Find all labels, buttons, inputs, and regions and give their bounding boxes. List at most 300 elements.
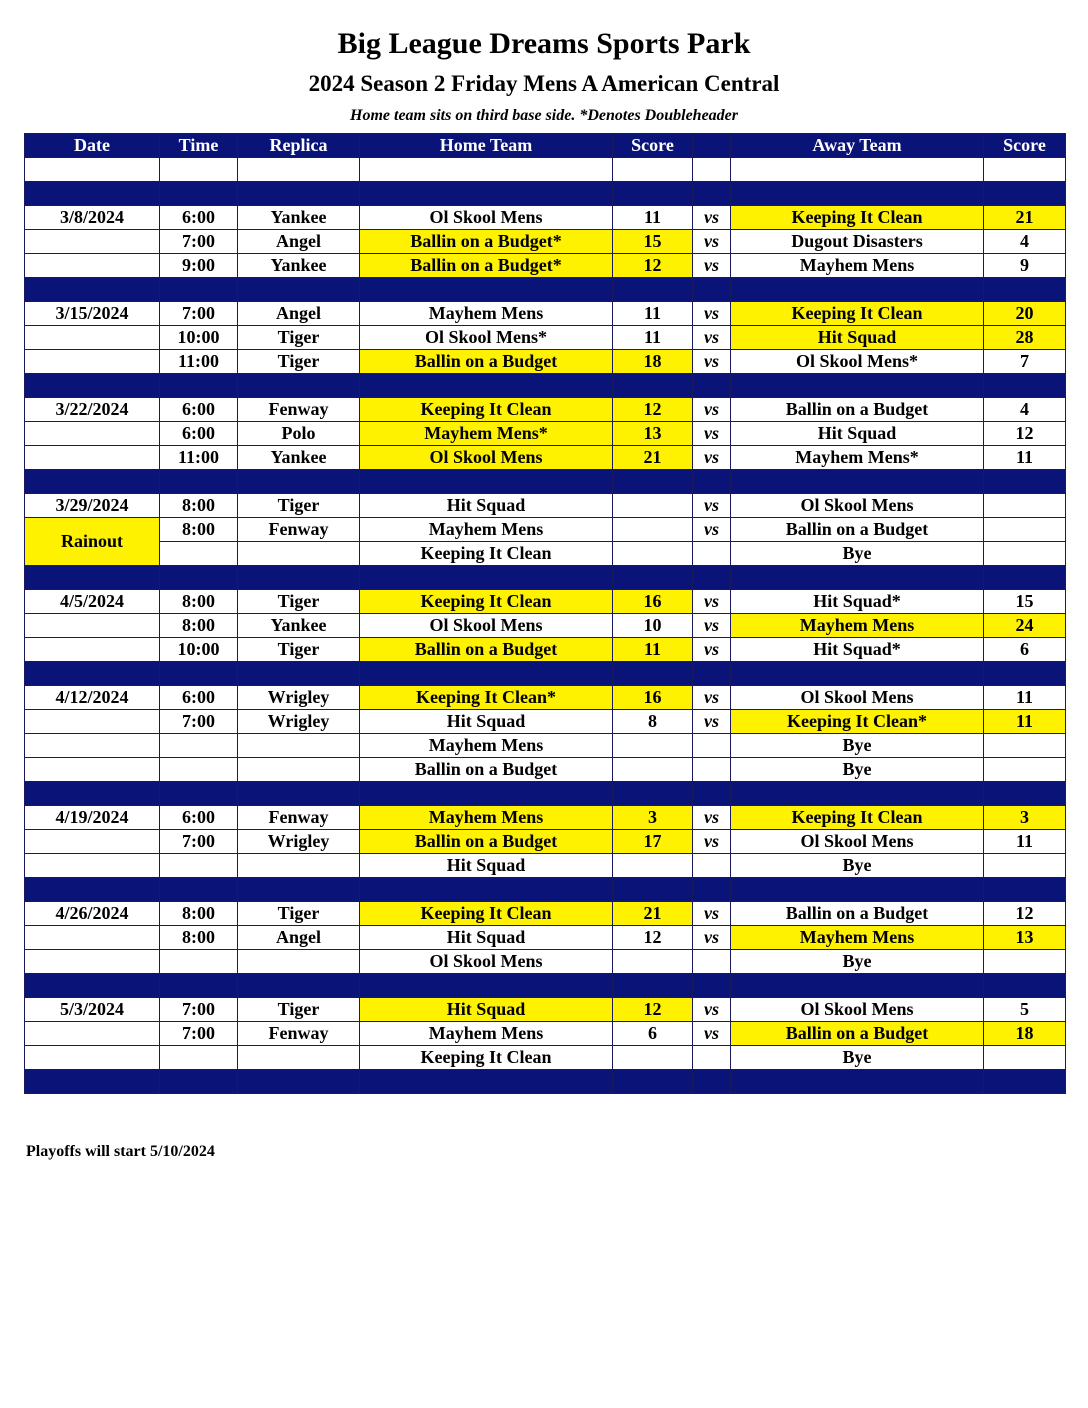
away-score-cell: 9 (984, 254, 1066, 278)
date-cell (25, 422, 160, 446)
away-score-cell: 24 (984, 614, 1066, 638)
date-cell: Rainout (25, 518, 160, 566)
away-score-cell (984, 494, 1066, 518)
away-score-cell: 11 (984, 710, 1066, 734)
home-score-cell: 11 (613, 206, 693, 230)
away-team-cell: Mayhem Mens (731, 926, 984, 950)
replica-cell: Polo (238, 422, 360, 446)
separator-cell (731, 470, 984, 494)
separator-cell (731, 782, 984, 806)
separator-cell (238, 878, 360, 902)
away-team-cell: Hit Squad* (731, 590, 984, 614)
away-team-cell: Mayhem Mens* (731, 446, 984, 470)
replica-cell: Wrigley (238, 710, 360, 734)
week-separator-row (25, 974, 1066, 998)
home-team-cell: Keeping It Clean (360, 902, 613, 926)
separator-cell (984, 782, 1066, 806)
away-score-cell (984, 1046, 1066, 1070)
away-score-cell (984, 950, 1066, 974)
vs-cell: vs (693, 206, 731, 230)
away-score-cell: 15 (984, 590, 1066, 614)
home-score-cell: 12 (613, 998, 693, 1022)
away-team-cell: Mayhem Mens (731, 254, 984, 278)
home-team-cell: Keeping It Clean (360, 398, 613, 422)
home-team-cell: Ballin on a Budget (360, 350, 613, 374)
home-team-cell: Ol Skool Mens (360, 950, 613, 974)
game-row (25, 614, 1066, 638)
away-team-cell: Hit Squad (731, 326, 984, 350)
home-team-cell: Hit Squad (360, 494, 613, 518)
game-row (25, 686, 1066, 710)
away-score-cell: 4 (984, 398, 1066, 422)
home-team-cell: Ol Skool Mens* (360, 326, 613, 350)
page-subtitle: 2024 Season 2 Friday Mens A American Central (308, 71, 780, 96)
time-cell (160, 734, 238, 758)
game-row (25, 854, 1066, 878)
blank-cell (613, 158, 693, 182)
home-score-cell: 11 (613, 326, 693, 350)
separator-cell (360, 1070, 613, 1094)
home-score-cell (613, 950, 693, 974)
date-cell (25, 830, 160, 854)
time-cell: 11:00 (160, 350, 238, 374)
replica-cell: Angel (238, 926, 360, 950)
col-header-vs (693, 134, 731, 158)
separator-cell (613, 566, 693, 590)
week-separator-row (25, 782, 1066, 806)
home-team-cell: Hit Squad (360, 854, 613, 878)
away-team-cell: Keeping It Clean (731, 302, 984, 326)
col-header-away-team: Away Team (731, 134, 984, 158)
separator-cell (984, 662, 1066, 686)
date-cell: 3/15/2024 (25, 302, 160, 326)
replica-cell: Tiger (238, 638, 360, 662)
separator-cell (160, 974, 238, 998)
home-team-cell: Hit Squad (360, 710, 613, 734)
separator-cell (731, 374, 984, 398)
away-score-cell: 6 (984, 638, 1066, 662)
replica-cell: Fenway (238, 398, 360, 422)
away-score-cell (984, 854, 1066, 878)
away-team-cell: Keeping It Clean (731, 806, 984, 830)
away-score-cell (984, 734, 1066, 758)
replica-cell: Fenway (238, 518, 360, 542)
separator-cell (360, 974, 613, 998)
away-team-cell: Bye (731, 758, 984, 782)
separator-cell (984, 1070, 1066, 1094)
away-team-cell: Ballin on a Budget (731, 1022, 984, 1046)
home-team-cell: Mayhem Mens (360, 518, 613, 542)
home-team-cell: Ballin on a Budget (360, 830, 613, 854)
replica-cell: Tiger (238, 590, 360, 614)
time-cell: 8:00 (160, 518, 238, 542)
separator-cell (160, 1070, 238, 1094)
blank-cell (25, 158, 160, 182)
replica-cell (238, 1046, 360, 1070)
time-cell: 7:00 (160, 230, 238, 254)
separator-cell (25, 182, 160, 206)
separator-cell (238, 782, 360, 806)
replica-cell: Angel (238, 302, 360, 326)
home-score-cell (613, 518, 693, 542)
vs-cell: vs (693, 614, 731, 638)
time-cell: 7:00 (160, 302, 238, 326)
separator-cell (238, 278, 360, 302)
separator-cell (160, 278, 238, 302)
separator-cell (984, 278, 1066, 302)
separator-cell (613, 278, 693, 302)
away-team-cell: Bye (731, 950, 984, 974)
separator-cell (25, 782, 160, 806)
date-cell (25, 854, 160, 878)
week-separator-row (25, 182, 1066, 206)
separator-cell (693, 374, 731, 398)
date-cell: 4/12/2024 (25, 686, 160, 710)
replica-cell: Yankee (238, 446, 360, 470)
col-header-date: Date (25, 134, 160, 158)
replica-cell: Wrigley (238, 686, 360, 710)
separator-cell (693, 470, 731, 494)
replica-cell: Tiger (238, 998, 360, 1022)
vs-cell: vs (693, 806, 731, 830)
home-team-cell: Keeping It Clean (360, 1046, 613, 1070)
separator-cell (238, 182, 360, 206)
game-row (25, 302, 1066, 326)
home-score-cell: 17 (613, 830, 693, 854)
home-team-cell: Mayhem Mens (360, 302, 613, 326)
separator-cell (25, 278, 160, 302)
home-team-cell: Mayhem Mens* (360, 422, 613, 446)
vs-cell: vs (693, 446, 731, 470)
away-team-cell: Dugout Disasters (731, 230, 984, 254)
vs-cell (693, 950, 731, 974)
date-cell: 5/3/2024 (25, 998, 160, 1022)
replica-cell: Wrigley (238, 830, 360, 854)
separator-cell (731, 878, 984, 902)
page-title: Big League Dreams Sports Park (337, 27, 751, 60)
blank-cell (360, 158, 613, 182)
vs-cell (693, 734, 731, 758)
replica-cell: Fenway (238, 806, 360, 830)
replica-cell: Yankee (238, 254, 360, 278)
separator-cell (160, 878, 238, 902)
date-cell (25, 950, 160, 974)
vs-cell: vs (693, 518, 731, 542)
game-row (25, 902, 1066, 926)
game-row (25, 1046, 1066, 1070)
separator-cell (360, 278, 613, 302)
date-cell (25, 614, 160, 638)
time-cell: 6:00 (160, 422, 238, 446)
home-team-cell: Ballin on a Budget (360, 758, 613, 782)
time-cell: 7:00 (160, 998, 238, 1022)
date-cell: 3/29/2024 (25, 494, 160, 518)
away-team-cell: Ballin on a Budget (731, 518, 984, 542)
separator-cell (238, 1070, 360, 1094)
date-cell (25, 326, 160, 350)
game-row (25, 998, 1066, 1022)
separator-cell (360, 374, 613, 398)
separator-cell (613, 782, 693, 806)
away-team-cell: Ol Skool Mens (731, 494, 984, 518)
home-score-cell (613, 758, 693, 782)
separator-cell (238, 374, 360, 398)
home-score-cell: 6 (613, 1022, 693, 1046)
home-score-cell: 8 (613, 710, 693, 734)
time-cell: 10:00 (160, 326, 238, 350)
separator-cell (731, 566, 984, 590)
away-team-cell: Hit Squad* (731, 638, 984, 662)
vs-cell: vs (693, 926, 731, 950)
date-cell (25, 1046, 160, 1070)
date-cell (25, 758, 160, 782)
replica-cell: Tiger (238, 350, 360, 374)
replica-cell: Tiger (238, 902, 360, 926)
home-score-cell: 11 (613, 638, 693, 662)
home-team-cell: Ol Skool Mens (360, 446, 613, 470)
away-score-cell: 7 (984, 350, 1066, 374)
home-team-cell: Mayhem Mens (360, 1022, 613, 1046)
away-score-cell: 12 (984, 902, 1066, 926)
date-cell (25, 254, 160, 278)
separator-cell (360, 182, 613, 206)
replica-cell: Yankee (238, 206, 360, 230)
away-team-cell: Keeping It Clean (731, 206, 984, 230)
separator-cell (731, 974, 984, 998)
blank-cell (731, 158, 984, 182)
date-cell (25, 1022, 160, 1046)
game-row (25, 734, 1066, 758)
game-row (25, 326, 1066, 350)
separator-cell (360, 878, 613, 902)
away-score-cell: 20 (984, 302, 1066, 326)
separator-cell (25, 974, 160, 998)
away-team-cell: Ol Skool Mens (731, 998, 984, 1022)
home-score-cell: 12 (613, 254, 693, 278)
separator-cell (693, 974, 731, 998)
blank-row (25, 158, 1066, 182)
col-header-replica: Replica (238, 134, 360, 158)
separator-cell (693, 782, 731, 806)
blank-cell (160, 158, 238, 182)
game-row (25, 422, 1066, 446)
home-team-cell: Hit Squad (360, 926, 613, 950)
away-team-cell: Keeping It Clean* (731, 710, 984, 734)
separator-cell (693, 278, 731, 302)
separator-cell (25, 470, 160, 494)
date-cell (25, 446, 160, 470)
time-cell (160, 542, 238, 566)
separator-cell (160, 182, 238, 206)
game-row (25, 350, 1066, 374)
away-team-cell: Bye (731, 734, 984, 758)
away-team-cell: Hit Squad (731, 422, 984, 446)
date-cell (25, 734, 160, 758)
home-score-cell: 13 (613, 422, 693, 446)
separator-cell (613, 1070, 693, 1094)
replica-cell: Fenway (238, 1022, 360, 1046)
separator-cell (238, 974, 360, 998)
separator-cell (693, 662, 731, 686)
separator-cell (360, 662, 613, 686)
playoffs-note: Playoffs will start 5/10/2024 (26, 1143, 215, 1160)
vs-cell: vs (693, 1022, 731, 1046)
date-cell (25, 710, 160, 734)
away-score-cell (984, 518, 1066, 542)
vs-cell: vs (693, 830, 731, 854)
vs-cell: vs (693, 710, 731, 734)
separator-cell (613, 974, 693, 998)
blank-cell (693, 158, 731, 182)
away-score-cell: 11 (984, 830, 1066, 854)
separator-cell (613, 662, 693, 686)
week-separator-row (25, 374, 1066, 398)
vs-cell: vs (693, 902, 731, 926)
separator-cell (693, 566, 731, 590)
away-score-cell: 4 (984, 230, 1066, 254)
replica-cell: Tiger (238, 326, 360, 350)
home-score-cell: 12 (613, 398, 693, 422)
away-team-cell: Mayhem Mens (731, 614, 984, 638)
away-score-cell: 28 (984, 326, 1066, 350)
time-cell (160, 1046, 238, 1070)
vs-cell: vs (693, 302, 731, 326)
home-score-cell: 10 (613, 614, 693, 638)
home-team-cell: Ballin on a Budget (360, 638, 613, 662)
vs-cell: vs (693, 326, 731, 350)
away-team-cell: Ol Skool Mens* (731, 350, 984, 374)
col-header-time: Time (160, 134, 238, 158)
col-header-home-score: Score (613, 134, 693, 158)
game-row (25, 950, 1066, 974)
away-score-cell: 12 (984, 422, 1066, 446)
vs-cell: vs (693, 590, 731, 614)
time-cell: 7:00 (160, 710, 238, 734)
time-cell: 8:00 (160, 590, 238, 614)
vs-cell: vs (693, 350, 731, 374)
time-cell: 6:00 (160, 686, 238, 710)
home-team-cell: Mayhem Mens (360, 734, 613, 758)
home-team-cell: Ol Skool Mens (360, 206, 613, 230)
separator-cell (984, 566, 1066, 590)
game-row (25, 758, 1066, 782)
home-team-cell: Hit Squad (360, 998, 613, 1022)
time-cell: 8:00 (160, 902, 238, 926)
separator-cell (984, 974, 1066, 998)
replica-cell (238, 950, 360, 974)
away-score-cell: 13 (984, 926, 1066, 950)
home-team-cell: Keeping It Clean (360, 542, 613, 566)
separator-cell (731, 662, 984, 686)
time-cell: 6:00 (160, 206, 238, 230)
away-team-cell: Bye (731, 1046, 984, 1070)
week-separator-row (25, 662, 1066, 686)
time-cell: 7:00 (160, 1022, 238, 1046)
week-separator-row (25, 566, 1066, 590)
date-cell: 4/19/2024 (25, 806, 160, 830)
week-separator-row (25, 278, 1066, 302)
time-cell: 6:00 (160, 806, 238, 830)
time-cell: 9:00 (160, 254, 238, 278)
game-row (25, 446, 1066, 470)
away-team-cell: Ballin on a Budget (731, 902, 984, 926)
time-cell: 11:00 (160, 446, 238, 470)
home-score-cell: 12 (613, 926, 693, 950)
time-cell (160, 950, 238, 974)
separator-cell (238, 662, 360, 686)
away-team-cell: Bye (731, 854, 984, 878)
home-score-cell (613, 854, 693, 878)
game-row (25, 926, 1066, 950)
vs-cell (693, 854, 731, 878)
date-cell: 4/26/2024 (25, 902, 160, 926)
away-team-cell: Bye (731, 542, 984, 566)
date-cell: 3/8/2024 (25, 206, 160, 230)
separator-cell (613, 182, 693, 206)
home-score-cell: 18 (613, 350, 693, 374)
date-cell (25, 638, 160, 662)
blank-cell (984, 158, 1066, 182)
vs-cell: vs (693, 254, 731, 278)
away-team-cell: Ol Skool Mens (731, 830, 984, 854)
away-score-cell: 11 (984, 446, 1066, 470)
home-score-cell (613, 494, 693, 518)
separator-cell (731, 278, 984, 302)
home-team-cell: Ballin on a Budget* (360, 254, 613, 278)
time-cell (160, 758, 238, 782)
separator-cell (693, 878, 731, 902)
game-row (25, 1022, 1066, 1046)
time-cell: 8:00 (160, 926, 238, 950)
replica-cell (238, 734, 360, 758)
separator-cell (693, 182, 731, 206)
separator-cell (25, 662, 160, 686)
game-row (25, 206, 1066, 230)
replica-cell (238, 758, 360, 782)
separator-cell (160, 470, 238, 494)
home-team-cell: Keeping It Clean (360, 590, 613, 614)
col-header-home-team: Home Team (360, 134, 613, 158)
away-score-cell: 11 (984, 686, 1066, 710)
vs-cell (693, 1046, 731, 1070)
vs-cell (693, 758, 731, 782)
time-cell: 8:00 (160, 494, 238, 518)
away-score-cell: 3 (984, 806, 1066, 830)
separator-cell (360, 470, 613, 494)
away-score-cell (984, 542, 1066, 566)
week-separator-row (25, 470, 1066, 494)
date-cell (25, 926, 160, 950)
separator-cell (25, 878, 160, 902)
away-team-cell: Ol Skool Mens (731, 686, 984, 710)
replica-cell: Tiger (238, 494, 360, 518)
game-row (25, 638, 1066, 662)
home-team-cell: Keeping It Clean* (360, 686, 613, 710)
replica-cell (238, 854, 360, 878)
away-score-cell: 21 (984, 206, 1066, 230)
game-row (25, 254, 1066, 278)
away-score-cell: 18 (984, 1022, 1066, 1046)
home-team-cell: Mayhem Mens (360, 806, 613, 830)
time-cell: 10:00 (160, 638, 238, 662)
schedule-table (24, 133, 1066, 1094)
col-header-away-score: Score (984, 134, 1066, 158)
replica-cell (238, 542, 360, 566)
time-cell: 6:00 (160, 398, 238, 422)
home-team-cell: Ballin on a Budget* (360, 230, 613, 254)
separator-cell (984, 878, 1066, 902)
vs-cell: vs (693, 686, 731, 710)
